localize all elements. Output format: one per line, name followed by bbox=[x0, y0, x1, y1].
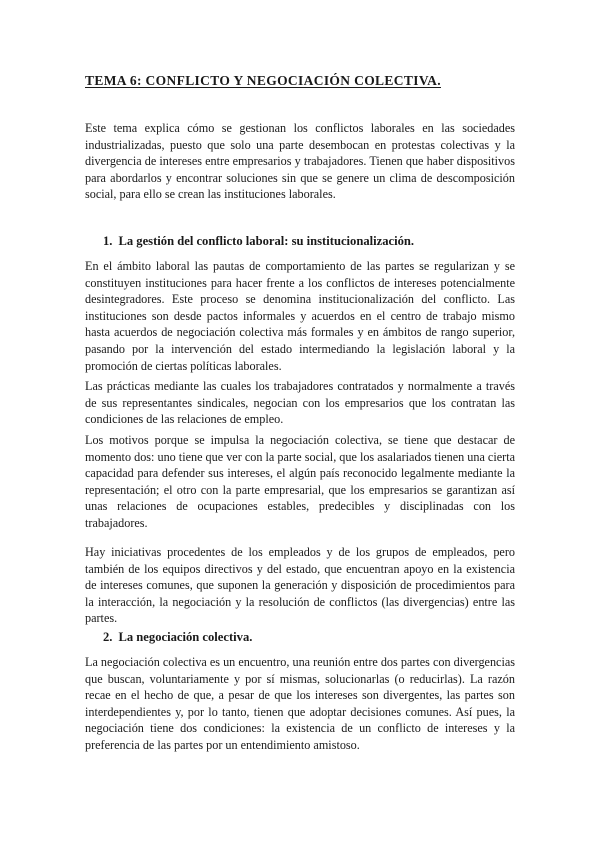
section-1-paragraph-4: Hay iniciativas procedentes de los empleados y de los grupos de empleados, pero también de los equipos directivos y del estado, que encuentran apoyo en la existencia de intereses comunes, que suponen la generación y disposición de procedimientos para la interacción, la negociación y la resolución de conflictos (las divergencias) entre las partes. bbox=[85, 545, 515, 626]
section-2-number: 2. bbox=[103, 630, 113, 644]
section-2-title: La negociación colectiva. bbox=[118, 630, 253, 644]
section-1-title: La gestión del conflicto laboral: su institucionalización. bbox=[118, 234, 415, 248]
section-1-number: 1. bbox=[103, 234, 113, 248]
section-1-paragraph-1: En el ámbito laboral las pautas de comportamiento de las partes se regularizan y se constituyen instituciones para hacer frente a los conflictos de intereses potencialmente desintegradores. Este proceso se denomina institucionalización del conflicto. Las instituciones son desde pactos informales y acuerdos en el centro de trabajo mismo hasta acuerdos de negociación colectiva más formales y en ámbitos de rango superior, pasando por la intervención del estado intermediando la legislación laboral y la promoción de ciertas políticas laborales. bbox=[85, 259, 515, 373]
section-2-paragraph-1: La negociación colectiva es un encuentro, una reunión entre dos partes con divergencias que buscan, voluntariamente y por sí mismas, solucionarlas (o reducirlas). La razón recae en el hecho de que, a pesar de que los intereses son divergentes, las partes son interdependientes y, por lo tanto, tienen que adoptar decisiones comunes. Así pues, la negociación tiene dos condiciones: la existencia de un conflicto de intereses y la preferencia de las partes por un entendimiento amistoso. bbox=[85, 655, 515, 752]
section-1-paragraph-3: Los motivos porque se impulsa la negociación colectiva, se tiene que destacar de momento dos: uno tiene que ver con la parte social, que los asalariados tienen una cierta capacidad para defender sus intereses, el algún país reconocido legalmente mediante la representación; el otro con la parte empresarial, que los empresarios se garantizan así unas relaciones de ocupaciones estables, predecibles y disciplinadas con los trabajadores. bbox=[85, 433, 515, 530]
section-1-heading bbox=[103, 234, 414, 249]
section-2-heading bbox=[103, 630, 252, 645]
intro-paragraph: Este tema explica cómo se gestionan los conflictos laborales en las sociedades industrializadas, puesto que solo una parte desembocan en protestas colectivas y la divergencia de intereses entre empresarios y trabajadores. Tienen que haber dispositivos para abordarlos y encontrar soluciones sin que se genere un clima de descomposición social, para ello se crean las instituciones laborales. bbox=[85, 121, 515, 202]
section-1-paragraph-2: Las prácticas mediante las cuales los trabajadores contratados y normalmente a través de sus representantes sindicales, negocian con los empresarios que los contratan las condiciones de las relaciones de empleo. bbox=[85, 379, 515, 427]
document-title: TEMA 6: CONFLICTO Y NEGOCIACIÓN COLECTIVA. bbox=[85, 73, 441, 88]
